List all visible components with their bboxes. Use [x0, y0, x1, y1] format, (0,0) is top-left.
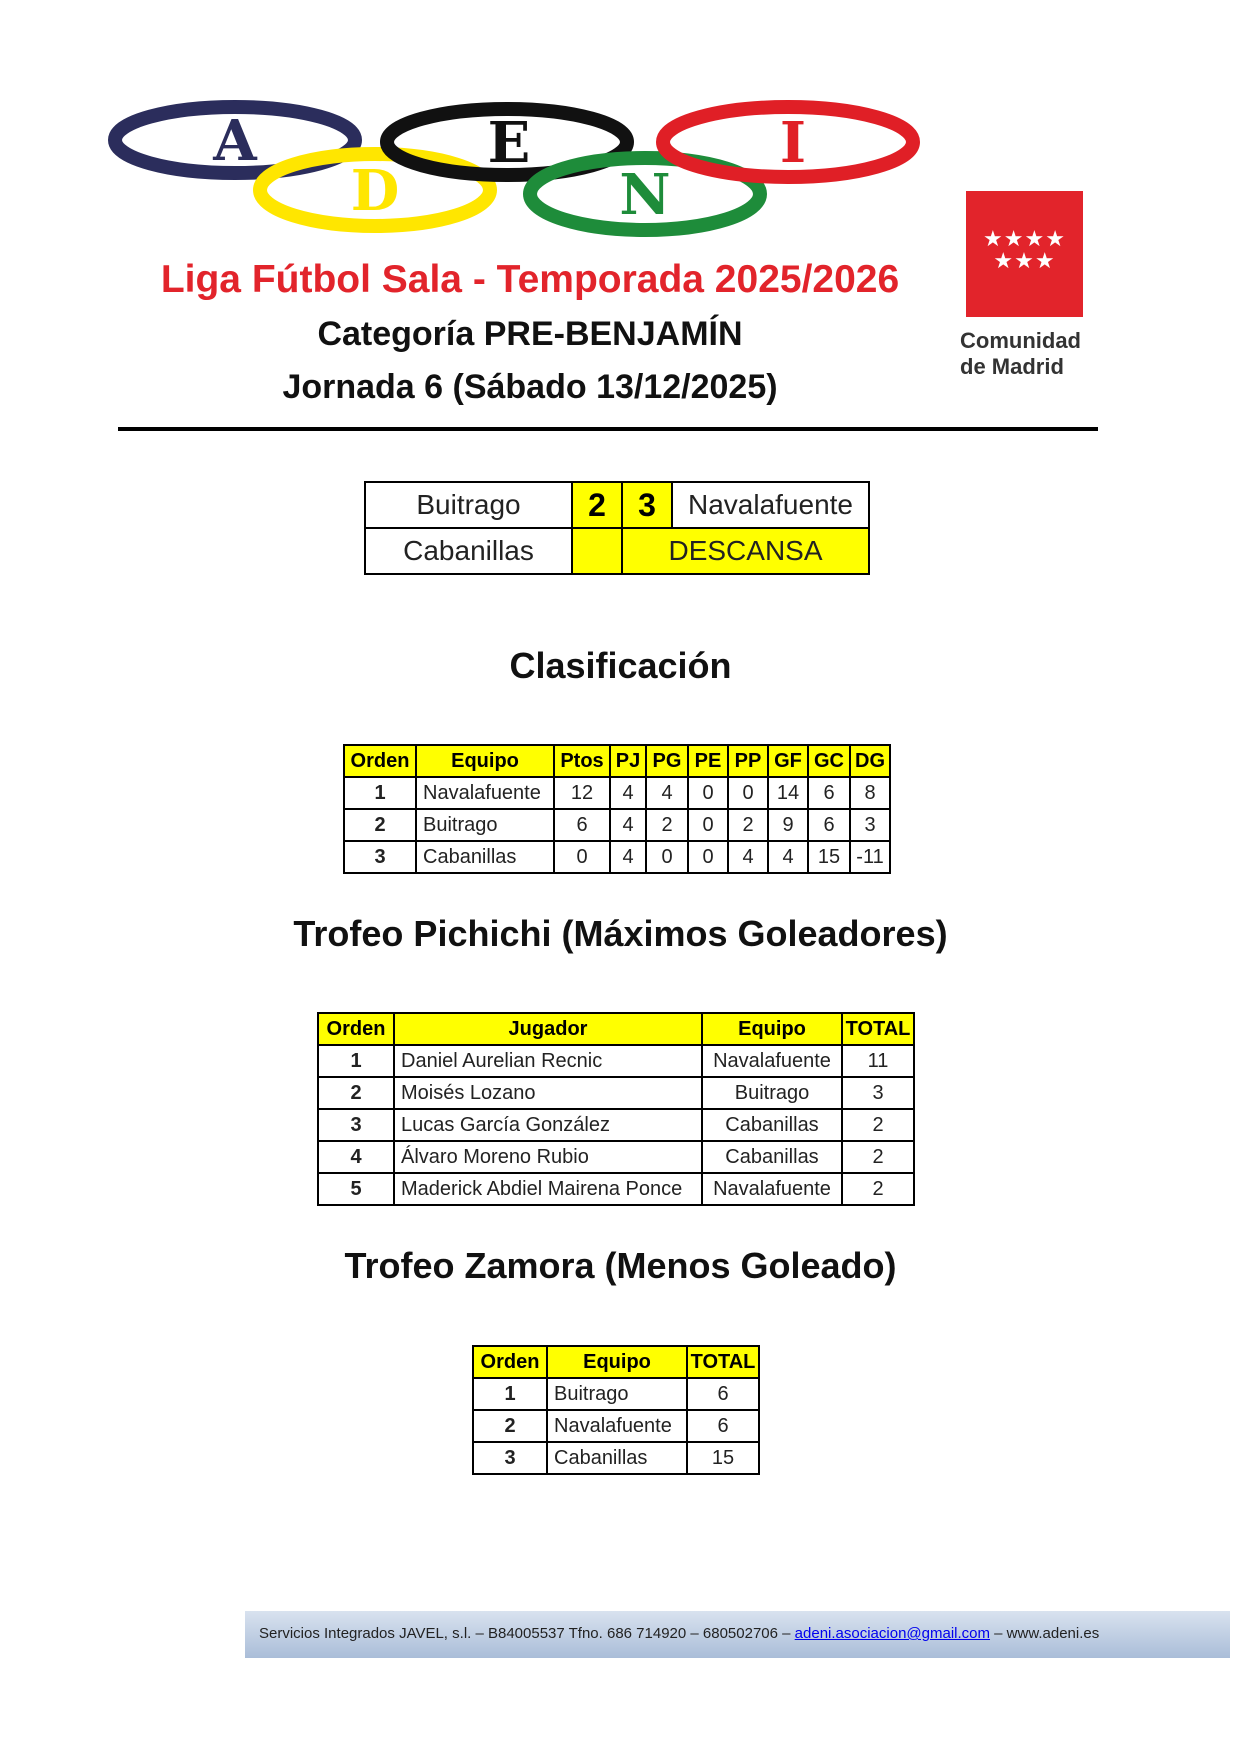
pichichi-row	[318, 1141, 914, 1173]
col-equipo: Equipo	[547, 1346, 687, 1378]
col-jugador: Jugador	[394, 1013, 702, 1045]
footer-email-link[interactable]: adeni.asociacion@gmail.com	[794, 1625, 990, 1642]
comunidad-madrid-logo	[966, 191, 1083, 317]
zamora-row	[473, 1410, 759, 1442]
cell-equipo: Navalafuente	[547, 1410, 687, 1442]
cell-orden: 2	[318, 1077, 394, 1109]
cell-equipo: Navalafuente	[416, 777, 554, 809]
cell-equipo: Buitrago	[416, 809, 554, 841]
category-title: Categoría PRE-BENJAMÍN	[317, 315, 743, 353]
col-pg: PG	[646, 745, 688, 777]
logo-letter-a: A	[213, 108, 257, 174]
zamora-row	[473, 1442, 759, 1474]
col-equipo: Equipo	[416, 745, 554, 777]
league-title: Liga Fútbol Sala - Temporada 2025/2026	[160, 258, 900, 301]
footer-bar	[245, 1611, 1230, 1658]
cell-total: 2	[842, 1173, 914, 1205]
pichichi-row	[318, 1077, 914, 1109]
standings-row	[344, 809, 890, 841]
standings-title: Clasificación	[509, 645, 732, 686]
col-equipo: Equipo	[702, 1013, 842, 1045]
cell-pp: 4	[728, 841, 768, 873]
pichichi-row	[318, 1173, 914, 1205]
pichichi-header-row	[318, 1013, 914, 1045]
results-table	[364, 481, 870, 575]
standings-table	[343, 744, 891, 874]
cell-pg: 4	[646, 777, 688, 809]
footer-website: – www.adeni.es	[990, 1625, 1100, 1642]
logo-letter-n: N	[619, 162, 671, 228]
col-pe: PE	[688, 745, 728, 777]
cell-gc: 6	[808, 809, 850, 841]
col-total: TOTAL	[842, 1013, 914, 1045]
result-row	[365, 528, 869, 574]
cell-ptos: 6	[554, 809, 610, 841]
cell-ptos: 0	[554, 841, 610, 873]
cell-orden: 3	[318, 1109, 394, 1141]
col-ptos: Ptos	[554, 745, 610, 777]
cell-jugador: Lucas García González	[394, 1109, 702, 1141]
cell-orden: 1	[473, 1378, 547, 1410]
pichichi-row	[318, 1109, 914, 1141]
cell-ptos: 12	[554, 777, 610, 809]
footer-company: Servicios Integrados JAVEL, s.l. – B84005537 Tfno. 686 714920 – 680502706 –	[259, 1625, 795, 1642]
cell-gf: 14	[768, 777, 808, 809]
cell-pj: 4	[610, 777, 646, 809]
result-row	[365, 482, 869, 528]
zamora-row	[473, 1378, 759, 1410]
cell-orden: 5	[318, 1173, 394, 1205]
region-line-2: de Madrid	[960, 354, 1064, 379]
cell-jugador: Maderick Abdiel Mairena Ponce	[394, 1173, 702, 1205]
cell-equipo: Navalafuente	[702, 1045, 842, 1077]
cell-pe: 0	[688, 777, 728, 809]
region-line-1: Comunidad	[960, 328, 1081, 353]
logo-letter-d: D	[350, 158, 400, 224]
cell-pg: 2	[646, 809, 688, 841]
cell-gc: 15	[808, 841, 850, 873]
home-score: 2	[572, 482, 622, 528]
cell-dg: -11	[850, 841, 890, 873]
pichichi-table	[317, 1012, 915, 1206]
header-divider	[118, 427, 1098, 431]
col-gc: GC	[808, 745, 850, 777]
cell-gf: 4	[768, 841, 808, 873]
col-pp: PP	[728, 745, 768, 777]
cell-total: 15	[687, 1442, 759, 1474]
cell-dg: 3	[850, 809, 890, 841]
cell-pj: 4	[610, 809, 646, 841]
rest-label: DESCANSA	[622, 528, 869, 574]
col-pj: PJ	[610, 745, 646, 777]
cell-equipo: Cabanillas	[702, 1109, 842, 1141]
cell-gc: 6	[808, 777, 850, 809]
adeni-logo	[105, 98, 935, 238]
cell-equipo: Cabanillas	[416, 841, 554, 873]
cell-total: 6	[687, 1410, 759, 1442]
cell-equipo: Buitrago	[547, 1378, 687, 1410]
cell-equipo: Cabanillas	[547, 1442, 687, 1474]
logo-letter-i: I	[779, 110, 807, 176]
cell-orden: 1	[318, 1045, 394, 1077]
cell-total: 2	[842, 1109, 914, 1141]
cell-pp: 2	[728, 809, 768, 841]
cell-total: 3	[842, 1077, 914, 1109]
col-total: TOTAL	[687, 1346, 759, 1378]
pichichi-title: Trofeo Pichichi (Máximos Goleadores)	[293, 913, 948, 954]
cell-orden: 4	[318, 1141, 394, 1173]
col-orden: Orden	[318, 1013, 394, 1045]
cell-total: 6	[687, 1378, 759, 1410]
zamora-title: Trofeo Zamora (Menos Goleado)	[344, 1245, 897, 1286]
standings-row	[344, 841, 890, 873]
cell-total: 11	[842, 1045, 914, 1077]
cell-pe: 0	[688, 841, 728, 873]
away-score: 3	[622, 482, 672, 528]
away-team: Navalafuente	[672, 482, 869, 528]
cell-jugador: Álvaro Moreno Rubio	[394, 1141, 702, 1173]
comunidad-madrid-text	[960, 328, 1100, 380]
cell-orden: 2	[344, 809, 416, 841]
col-gf: GF	[768, 745, 808, 777]
col-dg: DG	[850, 745, 890, 777]
cell-pe: 0	[688, 809, 728, 841]
cell-jugador: Daniel Aurelian Recnic	[394, 1045, 702, 1077]
logo-letter-e: E	[487, 110, 531, 176]
cell-orden: 2	[473, 1410, 547, 1442]
cell-orden: 3	[344, 841, 416, 873]
cell-equipo: Navalafuente	[702, 1173, 842, 1205]
standings-header-row	[344, 745, 890, 777]
footer-text	[259, 1625, 1099, 1642]
standings-row	[344, 777, 890, 809]
cell-pp: 0	[728, 777, 768, 809]
col-orden: Orden	[344, 745, 416, 777]
cell-jugador: Moisés Lozano	[394, 1077, 702, 1109]
col-orden: Orden	[473, 1346, 547, 1378]
zamora-table	[472, 1345, 760, 1475]
cell-gf: 9	[768, 809, 808, 841]
cell-orden: 1	[344, 777, 416, 809]
rest-team: Cabanillas	[365, 528, 572, 574]
cell-total: 2	[842, 1141, 914, 1173]
cell-orden: 3	[473, 1442, 547, 1474]
cell-dg: 8	[850, 777, 890, 809]
cell-equipo: Buitrago	[702, 1077, 842, 1109]
home-team: Buitrago	[365, 482, 572, 528]
cell-pg: 0	[646, 841, 688, 873]
zamora-header-row	[473, 1346, 759, 1378]
matchday-title: Jornada 6 (Sábado 13/12/2025)	[282, 368, 778, 406]
rest-empty-cell	[572, 528, 622, 574]
stars-icon: ★★★★ ★★★	[983, 227, 1066, 274]
pichichi-row	[318, 1045, 914, 1077]
cell-equipo: Cabanillas	[702, 1141, 842, 1173]
cell-pj: 4	[610, 841, 646, 873]
